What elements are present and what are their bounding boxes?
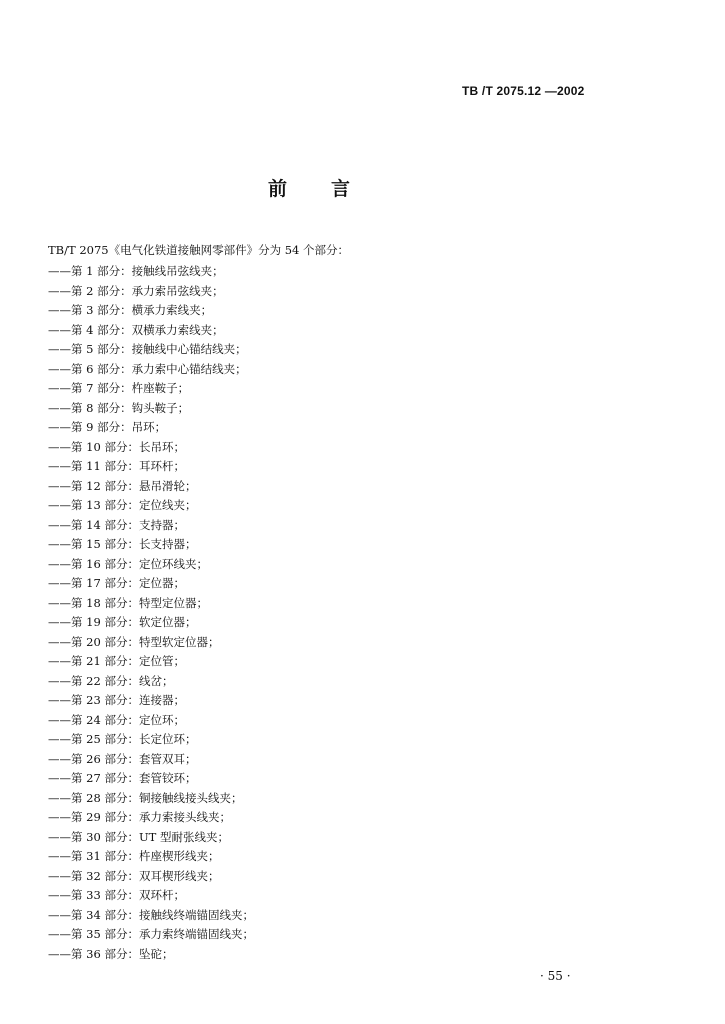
list-item: ——第 29 部分：承力索接头线夹； bbox=[48, 810, 231, 824]
list-item: ——第 36 部分：坠砣； bbox=[48, 946, 174, 961]
list-item: ——第 23 部分：连接器； bbox=[48, 693, 185, 707]
list-item: ——第 8 部分：钩头鞍子； bbox=[48, 400, 190, 415]
list-item: ——第 9 部分：吊环； bbox=[48, 420, 167, 434]
list-item: ——第 27 部分：套管铰环； bbox=[48, 771, 197, 785]
list-item: ——第 14 部分：支持器； bbox=[48, 517, 185, 532]
list-item: ——第 25 部分：长定位环； bbox=[48, 732, 197, 746]
list-item: ——第 4 部分：双横承力索线夹； bbox=[48, 322, 224, 337]
list-item: ——第 1 部分：接触线吊弦线夹； bbox=[48, 264, 224, 278]
list-item: ——第 31 部分：杵座楔形线夹； bbox=[48, 849, 220, 863]
intro-paragraph: TB/T 2075《电气化铁道接触网零部件》分为 54 个部分： bbox=[48, 243, 350, 257]
list-item: ——第 24 部分：定位环； bbox=[48, 712, 185, 727]
list-item: ——第 15 部分：长支持器； bbox=[48, 537, 197, 551]
list-item: ——第 22 部分：线岔； bbox=[48, 673, 174, 688]
list-item: ——第 20 部分：特型软定位器； bbox=[48, 634, 220, 649]
list-item: ——第 28 部分：铜接触线接头线夹； bbox=[48, 790, 243, 805]
list-item: ——第 11 部分：耳环杆； bbox=[48, 459, 185, 473]
standard-code: TB /T 2075.12 —2002 bbox=[462, 84, 585, 98]
list-item: ——第 12 部分：悬吊滑轮； bbox=[48, 478, 197, 493]
list-item: ——第 18 部分：特型定位器； bbox=[48, 595, 208, 610]
list-item: ——第 10 部分：长吊环； bbox=[48, 439, 185, 454]
list-item: ——第 7 部分：杵座鞍子； bbox=[48, 381, 190, 395]
parts-list bbox=[48, 262, 254, 964]
list-item: ——第 32 部分：双耳楔形线夹； bbox=[48, 868, 220, 883]
page-number: · 55 · bbox=[540, 969, 571, 983]
list-item: ——第 35 部分：承力索终端锚固线夹； bbox=[48, 927, 254, 941]
list-item: ——第 33 部分：双环杆； bbox=[48, 888, 185, 902]
list-item: ——第 5 部分：接触线中心锚结线夹； bbox=[48, 342, 247, 356]
list-item: ——第 34 部分：接触线终端锚固线夹； bbox=[48, 907, 254, 922]
list-item: ——第 16 部分：定位环线夹； bbox=[48, 556, 208, 571]
list-item: ——第 21 部分：定位管； bbox=[48, 654, 185, 668]
list-item: ——第 13 部分：定位线夹； bbox=[48, 498, 197, 512]
list-item: ——第 26 部分：套管双耳； bbox=[48, 751, 197, 766]
list-item: ——第 2 部分：承力索吊弦线夹； bbox=[48, 283, 224, 298]
list-item: ——第 17 部分：定位器； bbox=[48, 576, 185, 590]
list-item: ——第 30 部分：UT 型耐张线夹； bbox=[48, 829, 229, 844]
list-item: ——第 19 部分：软定位器； bbox=[48, 615, 197, 629]
list-item: ——第 3 部分：横承力索线夹； bbox=[48, 303, 213, 317]
page-title: 前言 bbox=[268, 178, 395, 200]
list-item: ——第 6 部分：承力索中心锚结线夹； bbox=[48, 361, 247, 376]
